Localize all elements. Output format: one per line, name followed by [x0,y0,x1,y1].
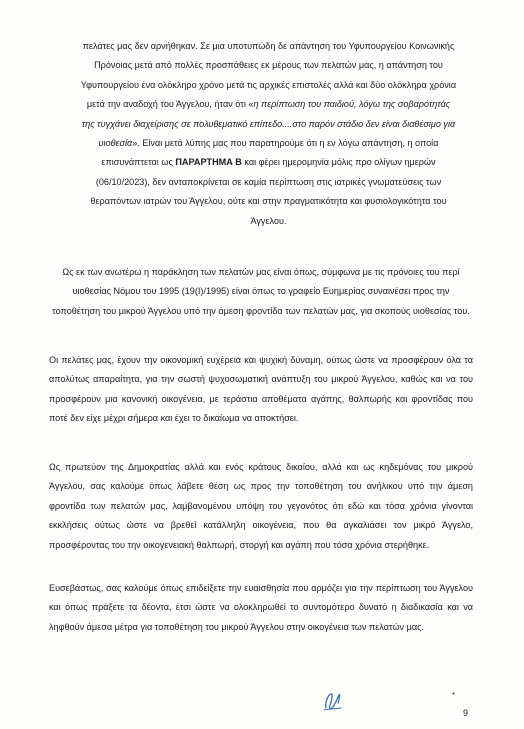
quote-text-part3: και φέρει ημερομηνία μόλις προ ολίγων ημερών (06/10/2023), δεν ανταποκρίνεται σε καμία περίπτωση στις ιατρικές γνωματεύσεις των θεραπόντων ιατρών του Άγγελου, ούτε και στην πραγματικότητα και φυσιολογικότητα του Άγγελου. [90,157,447,226]
closing-paragraph: Ευσεβάστως, σας καλούμε όπως επιδείξετε την ευαισθησία που αρμόζει για την περίπτωση του Άγγελου και όπως πράξετε τα δέοντα, έτσι ώστε να ολοκληρωθεί το συντομότερο δυνατό η διαδικασία και να ληφθούν άμεσα μέτρα για τοποθέτηση του μικρού Άγγελου στην οικογένεια των πελατών μας. [49,583,473,632]
quote-text-part1: πελάτες μας δεν αρνήθηκαν. Σε μια υποτυπώδη δε απάντηση του Υφυπουργείου Κοινωνικής Πρόνοιας μετά από πολλές προσπάθειες εκ μέρους των πελατών μας, η απάντηση του Υφυπουργείου ένα ολόκληρο χρόνο μετά τις αρχικές επιστολές αλλά και δύο ολόκληρα χρόνια μετά την αναδοχή του Άγγελου, ήταν ότι « [80,41,457,110]
ink-mark [452,692,455,695]
appendix-reference: ΠΑΡΑΡΤΗΜΑ Β [175,157,242,168]
quote-text-part2: ». Είναι μετά λύπης μας που παρατηρούμε ότι η εν λόγω απάντηση, η οποία επισυνάπτεται ως [101,138,439,168]
page-number: 9 [463,708,469,718]
signature-initials [320,686,346,716]
clients-capacity-paragraph: Οι πελάτες μας, έχουν την οικονομική ευχέρεια και ψυχική δύναμη, ούτως ώστε να προσφέρουν όλα τα απολύτως απαραίτητα, για την σωστή ψυχοσωματική ανάπτυξη του μικρού Άγγελου, καθώς και να του προσφέρουν μια κανονική οικογένεια, με τεράστια αποθέματα αγάπης, θαλπωρής και φροντίδας που ποτέ δεν είχε μέχρι σήμερα και έχει το δικαίωμα να αποκτήσει. [49,355,473,424]
quote-text-italic: η περίπτωση του παιδιού, λόγω της σοβαρότητάς της τυγχάνει διαχείρισης σε πολυθεματικό επίπεδο....στο παρόν στάδιο δεν είναι διαθέσιμο για υιοθεσία [81,99,456,149]
quoted-response-paragraph [80,37,457,231]
adoption-request-paragraph: Ως εκ των ανωτέρω η παράκληση των πελατών μας είναι όπως, σύμφωνα με τις πρόνοιες του περί υιοθεσίας Νόμου του 1995 (19(Ι)/1995) είναι όπως το γραφείο Ευημερίας συναινέσει προς την τοποθέτηση του μικρού Άγγελου υπό την άμεση φροντίδα των πελατών μας, για σκοπούς υιοθεσίας του. [52,267,470,316]
guardian-appeal-paragraph: Ως πρωτεύον της Δημοκρατίας αλλά και ενός κράτους δικαίου, αλλά και ως κηδεμόνας του μικρού Άγγελου, σας καλούμε όπως λάβετε θέση ως προς την τοποθέτηση του ανήλικου υπό την άμεση φροντίδα των πελατών μας, λαμβανομένου υπόψη του γεγονότος ότι εδώ και τόσα χρόνια γίνονται εκκλήσεις ούτως ώστε να βρεθεί κατάλληλη οικογένεια, που θα αγκαλιάσει τον μικρό Άγγελο, προσφέροντας του την οικογενειακή θαλπωρή, στοργή και αγάπη που τόσα χρόνια στερήθηκε. [49,462,473,550]
